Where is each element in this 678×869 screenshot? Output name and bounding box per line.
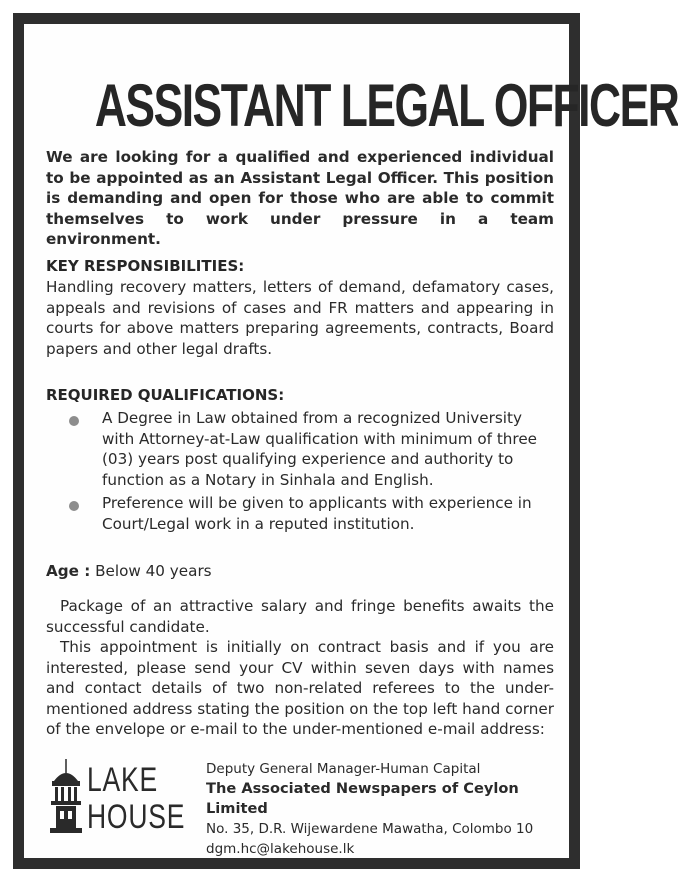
qualification-text: Preference will be given to applicants with experience in Court/Legal work in a reputed institution. bbox=[102, 494, 532, 533]
bullet-icon bbox=[69, 501, 79, 511]
key-responsibilities-text: Handling recovery matters, letters of demand, defamatory cases, appeals and revisions of cases and FR matters and appearing in courts for above matters preparing agreements, contracts, Board papers and other legal drafts. bbox=[46, 278, 554, 358]
key-responsibilities-heading: KEY RESPONSIBILITIES: bbox=[46, 257, 245, 275]
age-requirement bbox=[46, 562, 212, 580]
required-qualifications-heading: REQUIRED QUALIFICATIONS: bbox=[46, 386, 285, 404]
advertisement-frame bbox=[13, 13, 678, 869]
logo-wordmark bbox=[87, 762, 185, 836]
contact-address: No. 35, D.R. Wijewardene Mawatha, Colombo 10 bbox=[206, 821, 534, 837]
contact-email: dgm.hc@lakehouse.lk bbox=[206, 841, 355, 857]
qualification-text: A Degree in Law obtained from a recognized University with Attorney-at-Law qualification with minimum of three (03) years post qualifying experience and authority to function as a Notary in Sinhala and English. bbox=[102, 409, 538, 489]
contact-designation: Deputy General Manager-Human Capital bbox=[206, 761, 481, 777]
appointment-paragraph: This appointment is initially on contract basis and if you are interested, please send your CV within seven days with names and contact details of two non-related referees to the under-mentioned address stating the position on the top left hand corner of the envelope or e-mail to the under-mentioned e-mail address: bbox=[46, 638, 554, 738]
intro-paragraph: We are looking for a qualified and experienced individual to be appointed as an Assistant Legal Officer. This position is demanding and open for those who are able to commit themselves to work under pressure in a team environment. bbox=[46, 148, 554, 248]
ad-title: ASSISTANT LEGAL OFFICER bbox=[94, 72, 678, 139]
logo-line-lake: LAKE bbox=[87, 761, 158, 799]
logo-line-house: HOUSE bbox=[87, 798, 186, 836]
package-paragraph: Package of an attractive salary and fringe benefits awaits the successful candidate. bbox=[46, 597, 554, 636]
contact-organization: The Associated Newspapers of Ceylon Limited bbox=[206, 780, 519, 817]
age-value: Below 40 years bbox=[95, 562, 212, 580]
bullet-icon bbox=[69, 416, 79, 426]
age-label: Age : bbox=[46, 562, 91, 580]
contact-block bbox=[206, 759, 569, 859]
